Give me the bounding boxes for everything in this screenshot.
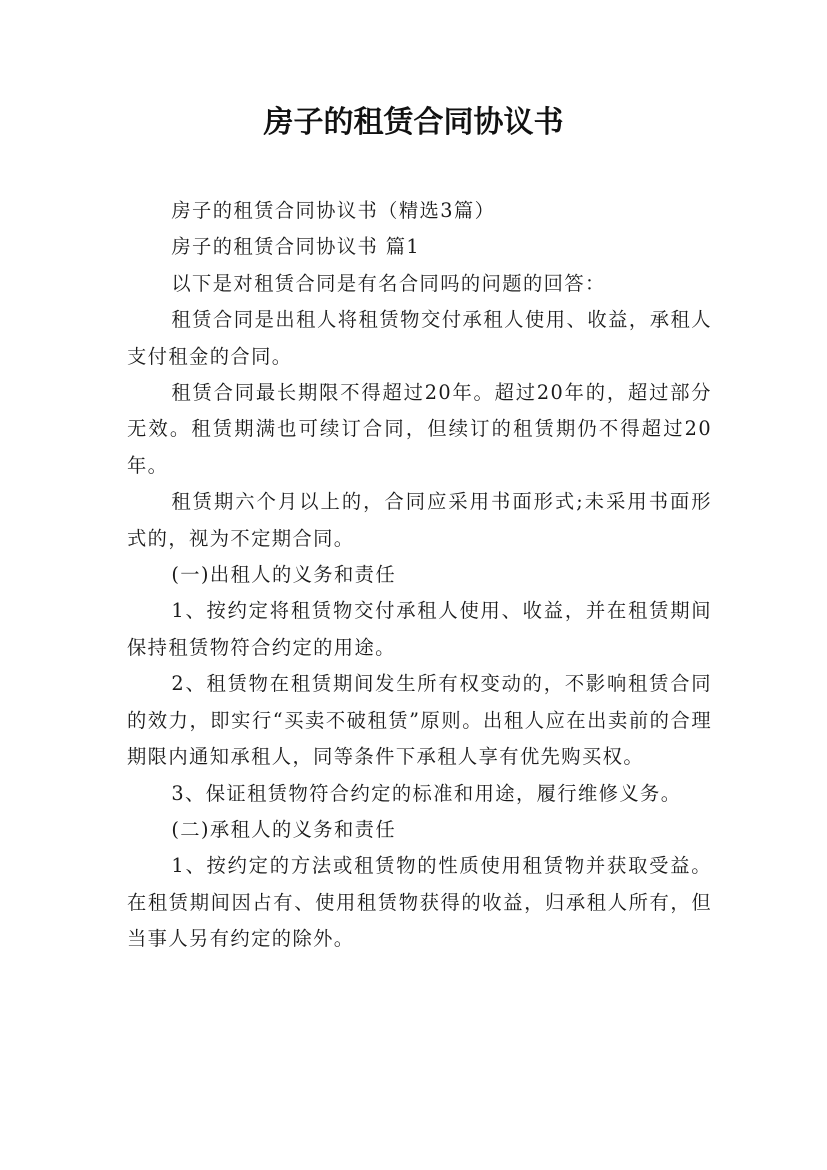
- paragraph-lessee-duty-1: 1、按约定的方法或租赁物的性质使用租赁物并获取受益。在租赁期间因占有、使用租赁物获得的收益，归承租人所有，但当事人另有约定的除外。: [127, 854, 712, 951]
- paragraph-lessor-duty-2: 2、租赁物在租赁期间发生所有权变动的，不影响租赁合同的效力，即实行“买卖不破租赁”原则。出租人应在出卖前的合理期限内通知承租人，同等条件下承租人享有优先购买权。: [127, 672, 712, 769]
- document-title: 房子的租赁合同协议书: [263, 105, 564, 140]
- paragraph-written-form: 租赁期六个月以上的，合同应采用书面形式;未采用书面形式的，视为不定期合同。: [127, 490, 712, 550]
- paragraph-lessor-duty-1: 1、按约定将租赁物交付承租人使用、收益，并在租赁期间保持租赁物符合约定的用途。: [127, 599, 712, 659]
- paragraph-lessee-heading: (二)承租人的义务和责任: [171, 817, 397, 841]
- paragraph-lessor-heading: (一)出租人的义务和责任: [171, 563, 397, 587]
- paragraph-lessor-duty-3: 3、保证租赁物符合约定的标准和用途，履行维修义务。: [171, 781, 682, 805]
- paragraph-definition: 租赁合同是出租人将租赁物交付承租人使用、收益，承租人支付租金的合同。: [127, 308, 712, 368]
- paragraph-subtitle: 房子的租赁合同协议书（精选3篇）: [171, 199, 496, 222]
- document-body: [127, 193, 712, 958]
- paragraph-intro: 以下是对租赁合同是有名合同吗的问题的回答：: [171, 271, 606, 295]
- paragraph-term-limit: 租赁合同最长期限不得超过20年。超过20年的，超过部分无效。租赁期满也可续订合同，但续订的租赁期仍不得超过20年。: [127, 381, 712, 477]
- paragraph-section-heading: 房子的租赁合同协议书 篇1: [171, 235, 421, 259]
